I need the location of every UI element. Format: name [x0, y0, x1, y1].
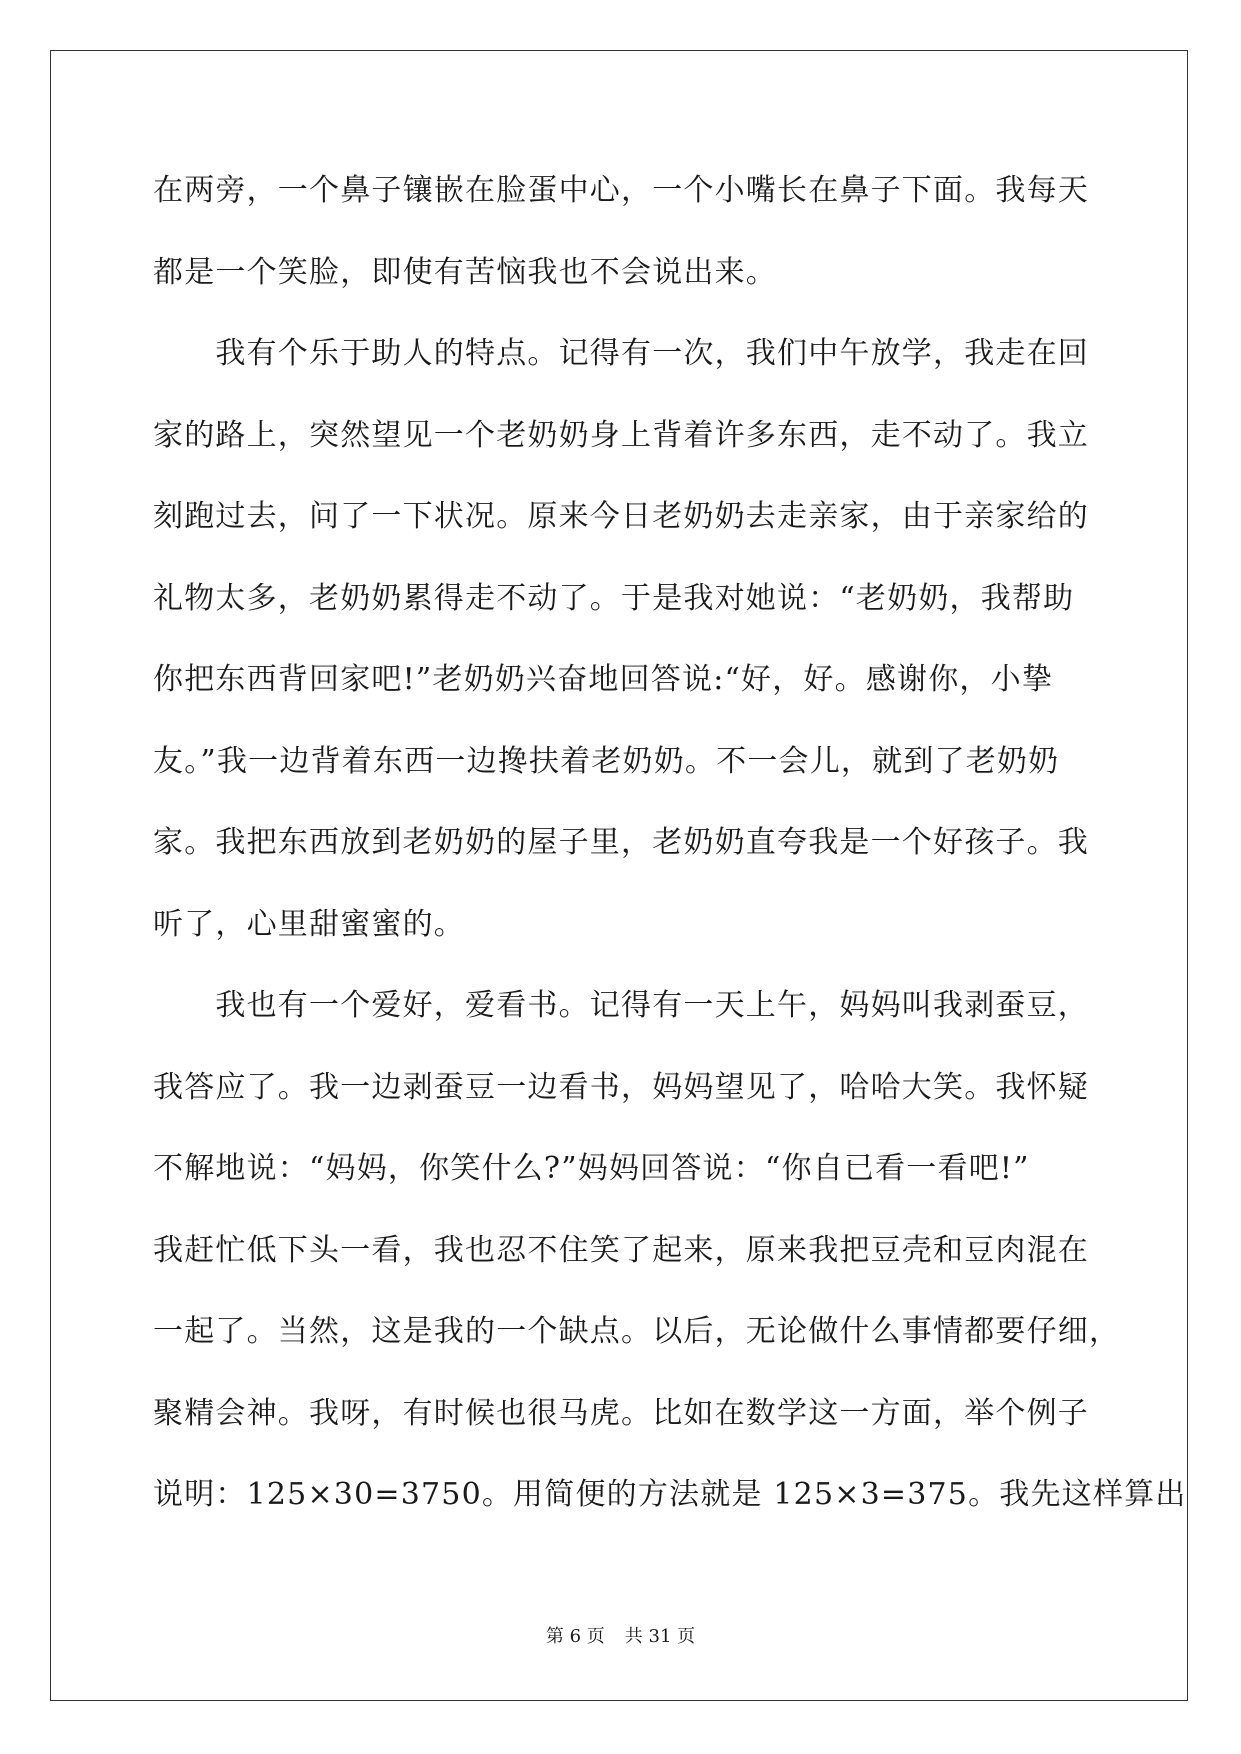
text-line: 在两旁，一个鼻子镶嵌在脸蛋中心，一个小嘴长在鼻子下面。我每天 [153, 173, 1089, 208]
text-line: 我赶忙低下头一看，我也忍不住笑了起来，原来我把豆壳和豆肉混在 [153, 1233, 1089, 1268]
page-border [50, 50, 1188, 1701]
text-line: 你把东西背回家吧!”老奶奶兴奋地回答说:“好，好。感谢你，小挚 [153, 662, 1054, 697]
text-line: 一起了。当然，这是我的一个缺点。以后，无论做什么事情都要仔细， [153, 1314, 1121, 1349]
text-line: 我有个乐于助人的特点。记得有一次，我们中午放学，我走在回 [153, 336, 1089, 371]
page-footer [0, 1625, 1241, 1649]
text-line: 我答应了。我一边剥蚕豆一边看书，妈妈望见了，哈哈大笑。我怀疑 [153, 1070, 1089, 1105]
text-line: 家的路上，突然望见一个老奶奶身上背着许多东西，走不动了。我立 [153, 418, 1089, 453]
text-line: 听了，心里甜蜜蜜的。 [153, 907, 465, 942]
text-line: 我也有一个爱好，爱看书。记得有一天上午，妈妈叫我剥蚕豆， [153, 988, 1089, 1023]
text-line: 友。”我一边背着东西一边搀扶着老奶奶。不一会儿，就到了老奶奶 [153, 744, 1060, 779]
text-line: 都是一个笑脸，即使有苦恼我也不会说出来。 [153, 255, 777, 290]
text-line: 刻跑过去，问了一下状况。原来今日老奶奶去走亲家，由于亲家给的 [153, 499, 1089, 534]
text-line: 家。我把东西放到老奶奶的屋子里，老奶奶直夸我是一个好孩子。我 [153, 825, 1089, 860]
text-line: 说明：125×30=3750。用简便的方法就是 125×3=375。我先这样算出 [153, 1477, 1187, 1512]
text-line: 不解地说：“妈妈，你笑什么?”妈妈回答说：“你自已看一看吧!” [153, 1151, 1030, 1186]
text-line: 礼物太多，老奶奶累得走不动了。于是我对她说：“老奶奶，我帮助 [153, 581, 1075, 616]
text-line: 聚精会神。我呀，有时候也很马虎。比如在数学这一方面，举个例子 [153, 1396, 1089, 1431]
page-total: 共 31 页 [624, 1626, 696, 1647]
page-number: 第 6 页 [545, 1626, 605, 1647]
